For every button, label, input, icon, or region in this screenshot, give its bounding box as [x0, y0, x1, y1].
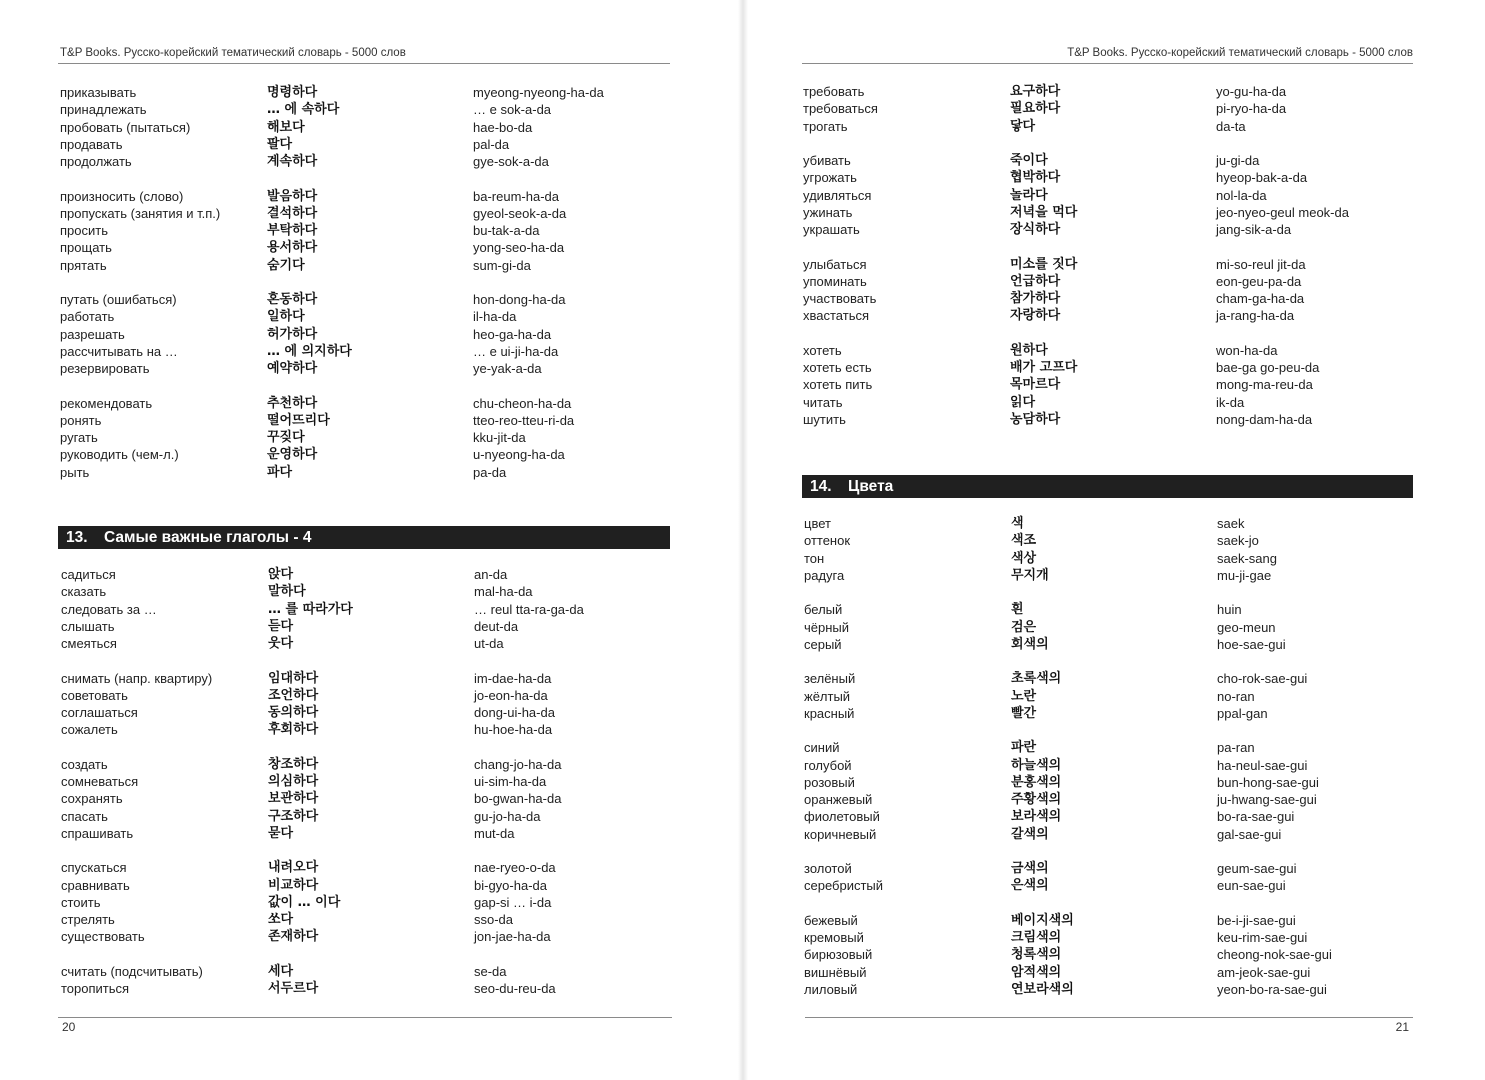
korean-word: 연보라색의	[1011, 981, 1074, 997]
transliteration: nae-ryeo-o-da	[474, 860, 556, 876]
russian-word: принадлежать	[60, 102, 147, 118]
korean-word: 발음하다	[267, 188, 318, 204]
russian-word: ужинать	[803, 204, 853, 220]
korean-word: 색상	[1011, 550, 1037, 566]
transliteration: mi-so-reul jit-da	[1216, 256, 1306, 272]
transliteration: mal-ha-da	[474, 584, 533, 600]
transliteration: jo-eon-ha-da	[474, 687, 548, 703]
russian-word: участвовать	[803, 291, 877, 306]
left-page	[0, 0, 740, 1080]
russian-word: цвет	[804, 516, 831, 531]
transliteration: jang-sik-a-da	[1216, 222, 1292, 237]
korean-word: 요구하다	[1010, 84, 1061, 99]
running-head: T&P Books. Русско-корейский тематический словарь - 5000 слов	[1067, 47, 1413, 59]
section-14-header	[802, 475, 1413, 498]
transliteration: gyeol-seok-a-da	[473, 205, 567, 221]
transliteration: saek	[1217, 516, 1245, 531]
korean-word: 말하다	[268, 584, 306, 600]
korean-word: 조언하다	[268, 687, 319, 703]
russian-word: радуга	[804, 567, 845, 583]
russian-word: коричневый	[804, 826, 877, 842]
transliteration: dong-ui-ha-da	[474, 705, 555, 720]
transliteration: se-da	[474, 963, 507, 979]
transliteration: il-ha-da	[473, 309, 517, 325]
transliteration: ba-reum-ha-da	[473, 188, 559, 204]
russian-word: серый	[804, 636, 842, 652]
russian-word: следовать за …	[61, 601, 157, 617]
korean-word: 예약하다	[267, 361, 318, 376]
korean-word: 임대하다	[268, 670, 319, 686]
korean-word: 배가 고프다	[1010, 360, 1078, 375]
section-number: 13.	[66, 529, 88, 546]
korean-word: 후회하다	[268, 722, 319, 738]
russian-word: синий	[804, 740, 840, 756]
header-rule	[802, 63, 1413, 64]
russian-word: шутить	[803, 411, 846, 427]
korean-word: … 에 속하다	[267, 102, 340, 118]
korean-word: 쏘다	[268, 912, 294, 927]
section-title: Самые важные глаголы - 4	[104, 529, 312, 546]
russian-word: работать	[60, 309, 115, 325]
russian-word: чёрный	[804, 619, 850, 635]
transliteration: mong-ma-reu-da	[1216, 377, 1313, 393]
korean-word: … 를 따라가다	[268, 601, 353, 617]
korean-word: 베이지색의	[1011, 912, 1074, 928]
transliteration: no-ran	[1217, 688, 1255, 704]
korean-word: 비교하다	[268, 877, 319, 893]
transliteration: huin	[1217, 602, 1242, 618]
footer-rule	[58, 1017, 672, 1018]
russian-word: путать (ошибаться)	[60, 292, 177, 307]
russian-word: продавать	[60, 136, 123, 152]
russian-word: улыбаться	[803, 256, 867, 272]
russian-word: угрожать	[803, 170, 857, 186]
korean-word: 색	[1011, 516, 1024, 531]
transliteration: pal-da	[473, 136, 510, 152]
transliteration: ut-da	[474, 636, 504, 651]
russian-word: считать (подсчитывать)	[61, 963, 203, 979]
transliteration: yong-seo-ha-da	[473, 240, 565, 256]
russian-word: ронять	[60, 412, 102, 428]
korean-word: 언급하다	[1010, 273, 1061, 289]
transliteration: da-ta	[1216, 118, 1246, 134]
russian-word: стоить	[61, 894, 101, 910]
transliteration: chu-cheon-ha-da	[473, 395, 572, 411]
korean-word: 갈색의	[1011, 826, 1049, 842]
korean-word: 회색의	[1011, 636, 1049, 652]
transliteration: hyeop-bak-a-da	[1216, 170, 1308, 186]
russian-word: сказать	[61, 584, 107, 600]
russian-word: зелёный	[804, 671, 856, 687]
russian-word: рыть	[60, 464, 90, 480]
transliteration: bae-ga go-peu-da	[1216, 360, 1320, 375]
korean-word: 세다	[268, 963, 294, 979]
korean-word: 파란	[1011, 740, 1037, 756]
korean-word: 청록색의	[1011, 947, 1062, 963]
korean-word: 의심하다	[268, 774, 319, 789]
transliteration: chang-jo-ha-da	[474, 756, 562, 772]
korean-word: 추천하다	[267, 395, 318, 411]
korean-word: 죽이다	[1010, 153, 1048, 168]
transliteration: pa-ran	[1217, 740, 1255, 756]
russian-word: требоваться	[803, 101, 878, 117]
transliteration: sso-da	[474, 912, 514, 927]
transliteration: myeong-nyeong-ha-da	[473, 85, 604, 100]
russian-word: хотеть пить	[803, 377, 873, 393]
russian-word: бежевый	[804, 912, 858, 928]
russian-word: сожалеть	[61, 722, 118, 738]
korean-word: 저녁을 먹다	[1010, 204, 1078, 220]
transliteration: deut-da	[474, 618, 519, 634]
page-number: 20	[62, 1020, 76, 1034]
transliteration: geo-meun	[1217, 619, 1276, 635]
transliteration: yeon-bo-ra-sae-gui	[1217, 981, 1327, 997]
transliteration: saek-sang	[1217, 550, 1277, 566]
korean-word: 빨간	[1011, 705, 1037, 721]
russian-word: соглашаться	[61, 705, 138, 720]
transliteration: bo-ra-sae-gui	[1217, 809, 1295, 825]
russian-word: золотой	[804, 861, 852, 876]
korean-word: 놀라다	[1010, 187, 1048, 203]
transliteration: ha-neul-sae-gui	[1217, 757, 1308, 773]
russian-word: стрелять	[61, 912, 115, 927]
korean-word: 내려오다	[268, 860, 319, 876]
korean-word: 농담하다	[1010, 411, 1061, 427]
korean-word: 하늘색의	[1011, 757, 1062, 773]
russian-word: вишнёвый	[804, 964, 867, 980]
russian-word: бирюзовый	[804, 947, 873, 963]
russian-word: лиловый	[804, 981, 858, 997]
korean-word: 초록색의	[1011, 671, 1062, 687]
transliteration: saek-jo	[1217, 533, 1259, 549]
transliteration: bi-gyo-ha-da	[474, 877, 547, 893]
russian-word: снимать (напр. квартиру)	[61, 670, 213, 686]
header-rule	[58, 63, 670, 64]
russian-word: произносить (слово)	[60, 188, 184, 204]
korean-word: 일하다	[267, 309, 305, 325]
transliteration: cho-rok-sae-gui	[1217, 671, 1308, 687]
transliteration: eon-geu-pa-da	[1216, 273, 1302, 289]
russian-word: спрашивать	[61, 825, 134, 841]
russian-word: прятать	[60, 257, 107, 273]
russian-word: руководить (чем-л.)	[60, 447, 179, 463]
korean-word: 숨기다	[267, 257, 305, 273]
korean-word: 웃다	[268, 636, 294, 651]
transliteration: eun-sae-gui	[1217, 878, 1286, 894]
right-page	[745, 0, 1485, 1080]
korean-word: 주황색의	[1011, 792, 1062, 807]
transliteration: cham-ga-ha-da	[1216, 291, 1305, 306]
korean-word: 미소를 짓다	[1010, 256, 1078, 272]
russian-word: приказывать	[60, 85, 137, 100]
russian-word: сомневаться	[61, 774, 139, 789]
korean-word: 결석하다	[267, 205, 318, 221]
korean-word: 은색의	[1011, 878, 1049, 894]
transliteration: ju-gi-da	[1216, 153, 1260, 168]
korean-word: 보라색의	[1011, 809, 1062, 825]
transliteration: nol-la-da	[1216, 187, 1267, 203]
russian-word: садиться	[61, 567, 116, 582]
korean-word: 닿다	[1010, 118, 1036, 134]
korean-word: 필요하다	[1010, 101, 1061, 117]
transliteration: ja-rang-ha-da	[1216, 308, 1295, 324]
russian-word: просить	[60, 223, 108, 238]
korean-word: 금색의	[1011, 861, 1049, 876]
russian-word: упоминать	[803, 273, 867, 289]
transliteration: am-jeok-sae-gui	[1217, 964, 1311, 980]
transliteration: mut-da	[474, 825, 515, 841]
transliteration: pa-da	[473, 464, 507, 480]
running-head: T&P Books. Русско-корейский тематический словарь - 5000 слов	[60, 47, 406, 59]
transliteration: mu-ji-gae	[1217, 567, 1272, 583]
transliteration: ppal-gan	[1217, 705, 1268, 721]
transliteration: seo-du-reu-da	[474, 981, 556, 996]
korean-word: 해보다	[267, 119, 305, 135]
transliteration: tteo-reo-tteu-ri-da	[473, 412, 575, 428]
korean-word: 용서하다	[267, 240, 318, 256]
russian-word: спускаться	[61, 860, 127, 876]
korean-word: 계속하다	[267, 154, 318, 169]
russian-word: требовать	[803, 84, 865, 99]
korean-word: 암적색의	[1011, 964, 1062, 980]
korean-word: 흰	[1011, 602, 1024, 618]
russian-word: пропускать (занятия и т.п.)	[60, 205, 221, 221]
korean-word: 구조하다	[268, 808, 319, 824]
russian-word: резервировать	[60, 361, 150, 376]
russian-word: хотеть	[803, 342, 842, 358]
russian-word: продолжать	[60, 154, 132, 169]
russian-word: красный	[804, 705, 855, 721]
korean-word: 묻다	[268, 825, 294, 841]
korean-word: 명령하다	[267, 85, 318, 100]
korean-word: 파다	[267, 464, 293, 480]
russian-word: розовый	[804, 774, 855, 790]
russian-word: пробовать (пытаться)	[60, 119, 191, 135]
korean-word: 서두르다	[268, 981, 319, 996]
russian-word: читать	[803, 394, 843, 410]
korean-word: … 에 의지하다	[267, 343, 352, 359]
korean-word: 허가하다	[267, 326, 318, 342]
transliteration: gu-jo-ha-da	[474, 808, 541, 824]
transliteration: … e sok-a-da	[473, 102, 552, 118]
korean-word: 창조하다	[268, 756, 319, 772]
russian-word: ругать	[60, 430, 98, 445]
russian-word: рекомендовать	[60, 395, 153, 411]
transliteration: hoe-sae-gui	[1217, 636, 1286, 652]
korean-word: 부탁하다	[267, 223, 318, 238]
korean-word: 분홍색의	[1011, 774, 1062, 790]
section-title: Цвета	[848, 478, 894, 495]
footer-rule	[805, 1017, 1413, 1018]
transliteration: ik-da	[1216, 394, 1245, 410]
transliteration: bo-gwan-ha-da	[474, 791, 562, 807]
transliteration: im-dae-ha-da	[474, 670, 552, 686]
transliteration: sum-gi-da	[473, 257, 531, 273]
korean-word: 앉다	[268, 567, 294, 582]
korean-word: 값이 … 이다	[268, 894, 341, 910]
transliteration: won-ha-da	[1216, 342, 1278, 358]
transliteration: pi-ryo-ha-da	[1216, 101, 1287, 117]
russian-word: кремовый	[804, 930, 864, 945]
transliteration: nong-dam-ha-da	[1216, 411, 1313, 427]
russian-word: прощать	[60, 240, 112, 256]
korean-word: 참가하다	[1010, 291, 1061, 306]
russian-word: существовать	[61, 929, 145, 945]
transliteration: cheong-nok-sae-gui	[1217, 947, 1332, 963]
russian-word: хотеть есть	[803, 360, 872, 375]
russian-word: рассчитывать на …	[60, 343, 178, 359]
russian-word: жёлтый	[804, 688, 851, 704]
korean-word: 보관하다	[268, 791, 319, 807]
section-number: 14.	[810, 478, 832, 495]
page-number: 21	[1395, 1020, 1409, 1034]
russian-word: слышать	[61, 618, 115, 634]
korean-word: 검은	[1011, 619, 1037, 635]
russian-word: оттенок	[804, 533, 851, 549]
russian-word: сравнивать	[61, 877, 130, 893]
russian-word: фиолетовый	[804, 809, 880, 825]
korean-word: 장식하다	[1010, 222, 1061, 237]
russian-word: серебристый	[804, 878, 884, 894]
transliteration: ui-sim-ha-da	[474, 774, 547, 789]
korean-word: 듣다	[268, 618, 294, 634]
russian-word: разрешать	[60, 326, 125, 342]
russian-word: оранжевый	[804, 792, 873, 807]
transliteration: bun-hong-sae-gui	[1217, 774, 1319, 790]
transliteration: gal-sae-gui	[1217, 826, 1282, 842]
korean-word: 존재하다	[268, 929, 319, 945]
russian-word: хвастаться	[803, 308, 870, 324]
russian-word: советовать	[61, 687, 128, 703]
korean-word: 색조	[1011, 533, 1037, 549]
transliteration: kku-jit-da	[473, 430, 526, 445]
russian-word: удивляться	[803, 187, 872, 203]
transliteration: … e ui-ji-ha-da	[473, 343, 559, 359]
korean-word: 협박하다	[1010, 170, 1061, 186]
korean-word: 자랑하다	[1010, 308, 1061, 324]
transliteration: jon-jae-ha-da	[474, 929, 551, 945]
transliteration: be-i-ji-sae-gui	[1217, 912, 1296, 928]
russian-word: создать	[61, 756, 108, 772]
russian-word: голубой	[804, 757, 852, 773]
korean-word: 팔다	[267, 136, 293, 152]
transliteration: hon-dong-ha-da	[473, 292, 566, 307]
russian-word: тон	[804, 550, 825, 566]
korean-word: 노란	[1011, 688, 1037, 704]
transliteration: u-nyeong-ha-da	[473, 447, 565, 463]
russian-word: украшать	[803, 222, 860, 237]
transliteration: gye-sok-a-da	[473, 154, 549, 169]
korean-word: 크림색의	[1011, 930, 1062, 945]
russian-word: убивать	[803, 153, 851, 168]
russian-word: трогать	[803, 118, 848, 134]
korean-word: 무지개	[1011, 567, 1049, 583]
korean-word: 혼동하다	[267, 292, 318, 307]
russian-word: торопиться	[61, 981, 130, 996]
transliteration: bu-tak-a-da	[473, 223, 540, 238]
korean-word: 꾸짖다	[267, 430, 305, 445]
transliteration: gap-si … i-da	[474, 894, 552, 910]
korean-word: 운영하다	[267, 447, 318, 463]
korean-word: 동의하다	[268, 705, 319, 720]
transliteration: keu-rim-sae-gui	[1217, 930, 1308, 945]
korean-word: 원하다	[1010, 342, 1048, 358]
transliteration: jeo-nyeo-geul meok-da	[1216, 204, 1349, 220]
russian-word: белый	[804, 602, 843, 618]
korean-word: 떨어뜨리다	[267, 412, 330, 428]
transliteration: geum-sae-gui	[1217, 861, 1297, 876]
transliteration: hae-bo-da	[473, 119, 533, 135]
transliteration: ju-hwang-sae-gui	[1217, 792, 1317, 807]
section-13-header	[58, 526, 670, 549]
transliteration: an-da	[474, 567, 508, 582]
korean-word: 목마르다	[1010, 377, 1061, 393]
transliteration: heo-ga-ha-da	[473, 326, 552, 342]
russian-word: сохранять	[61, 791, 123, 807]
transliteration: ye-yak-a-da	[473, 361, 542, 376]
russian-word: спасать	[61, 808, 108, 824]
transliteration: yo-gu-ha-da	[1216, 84, 1287, 99]
korean-word: 읽다	[1010, 394, 1036, 410]
russian-word: смеяться	[61, 636, 117, 651]
transliteration: … reul tta-ra-ga-da	[474, 601, 584, 617]
transliteration: hu-hoe-ha-da	[474, 722, 553, 738]
